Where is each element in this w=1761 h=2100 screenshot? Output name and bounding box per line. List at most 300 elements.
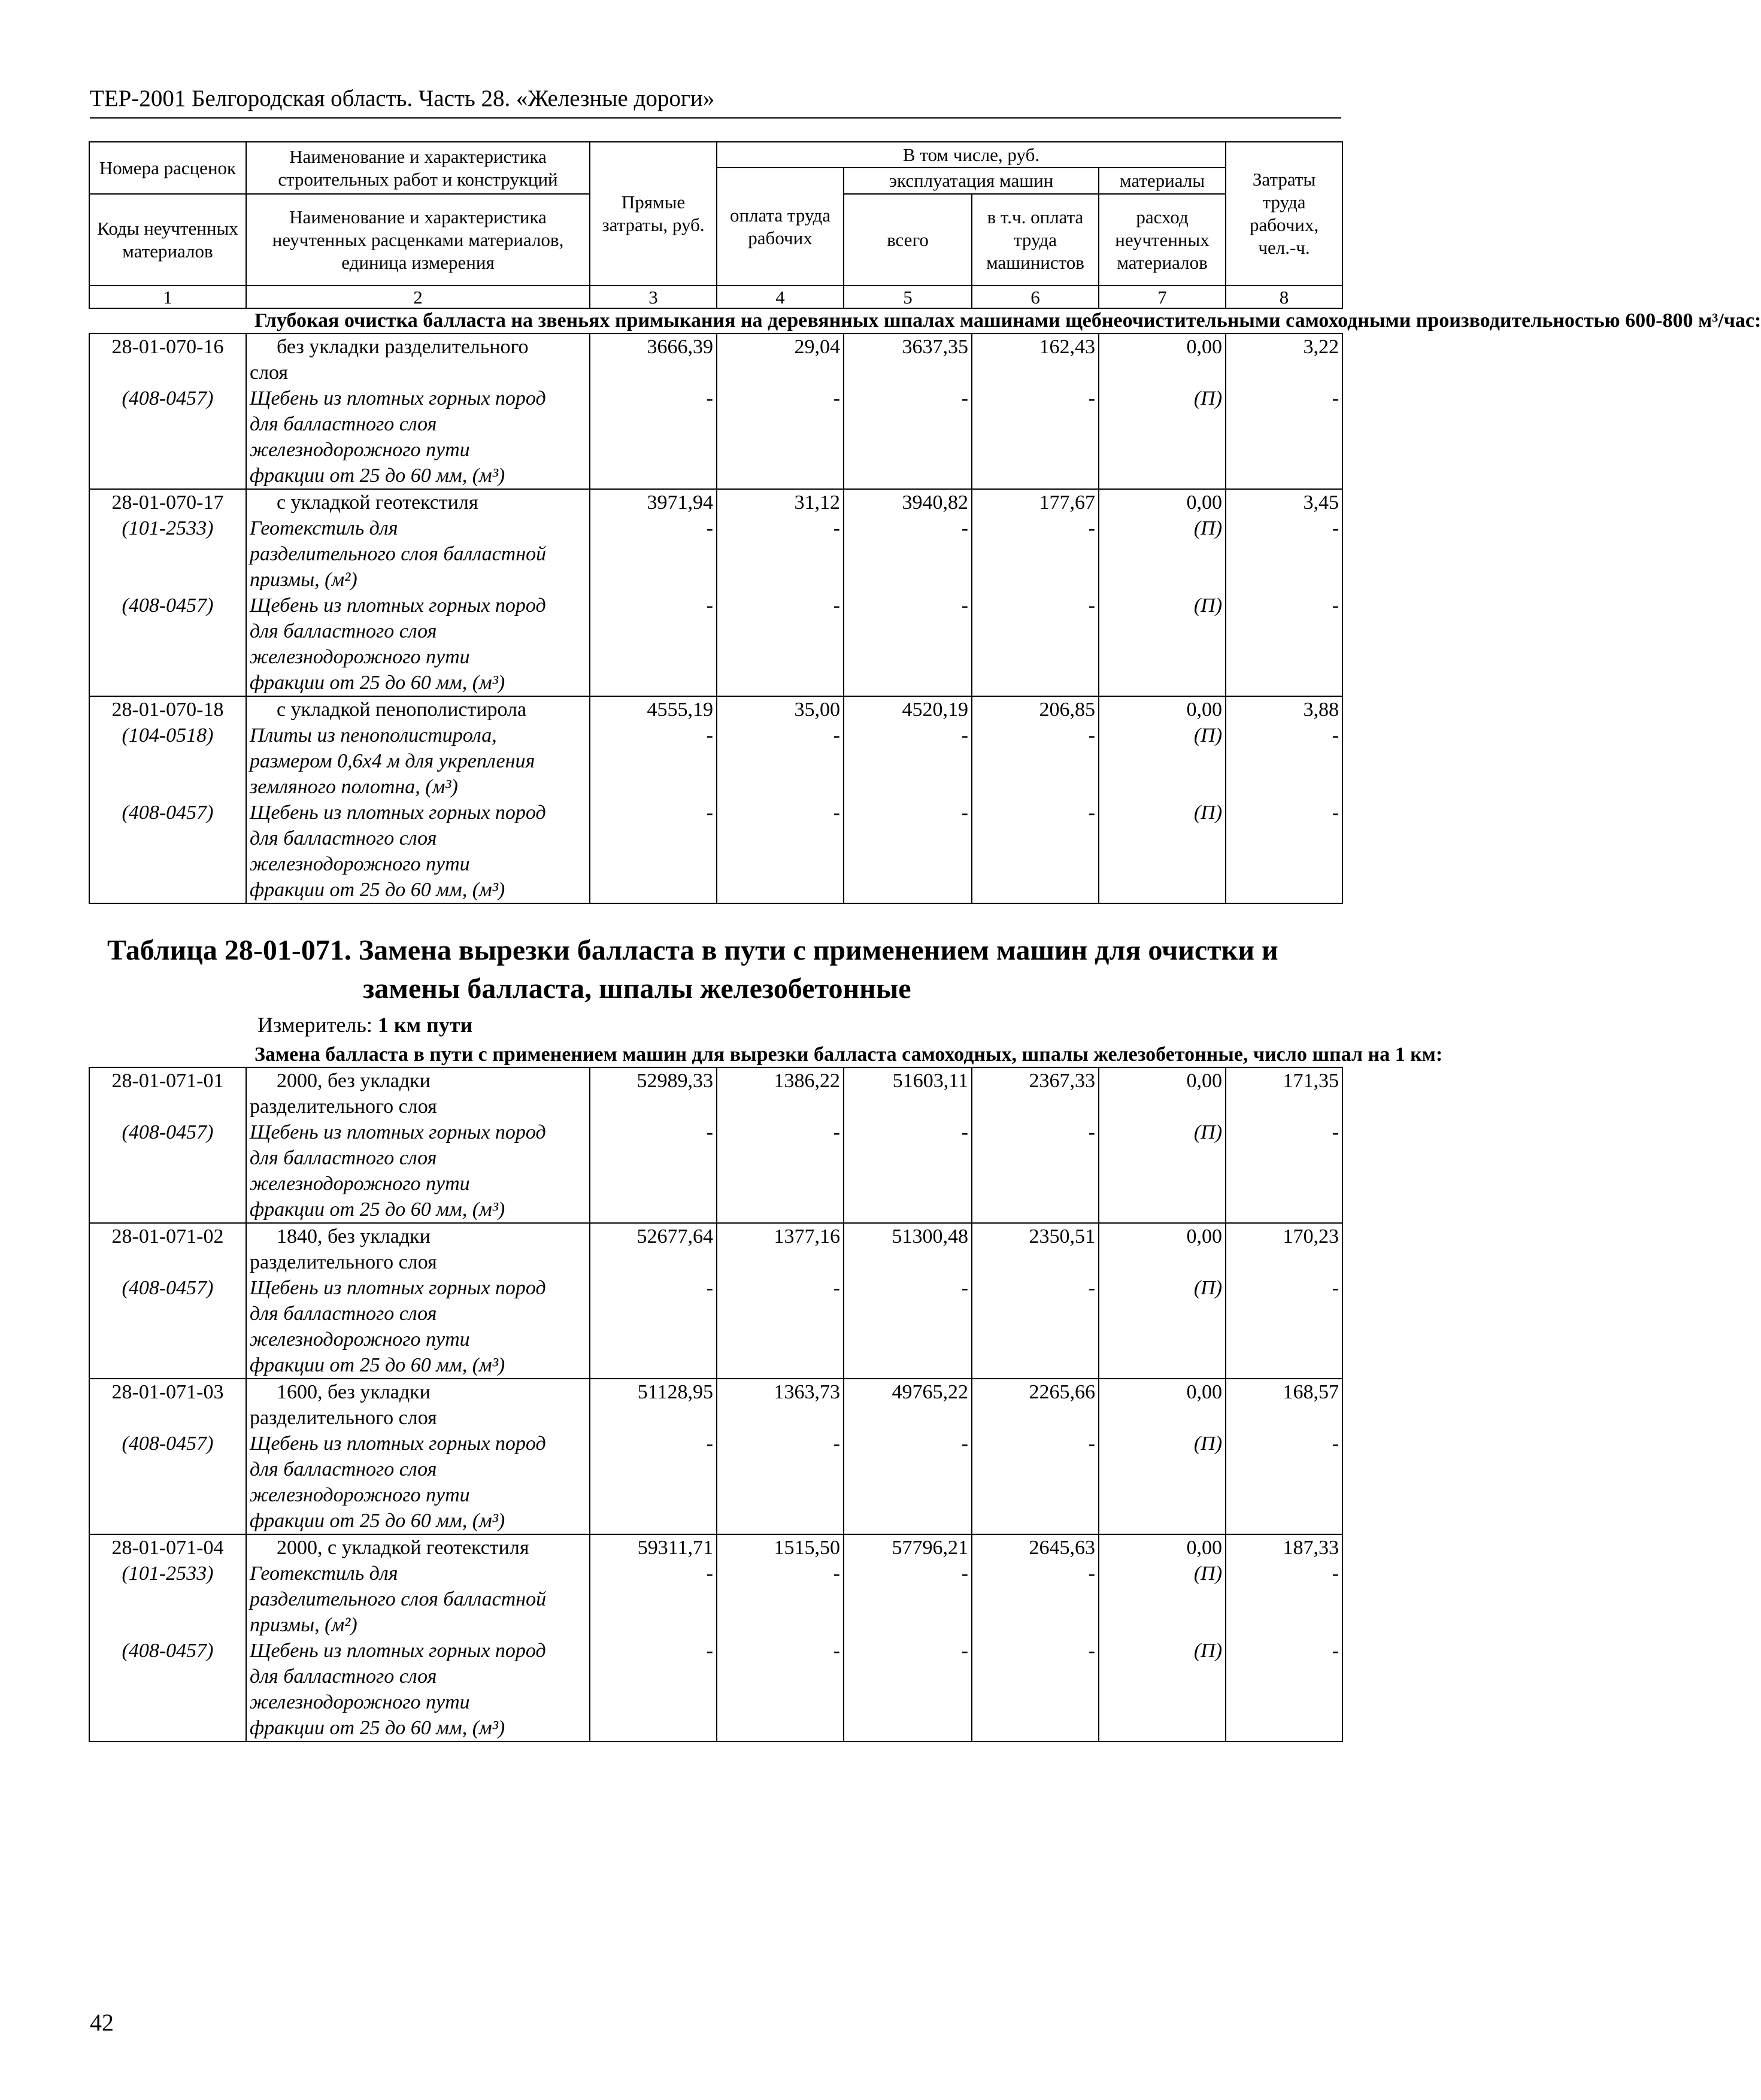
material-value [844, 1171, 972, 1197]
material-value [717, 1664, 844, 1689]
material-name: фракции от 25 до 60 мм, (м³) [246, 1352, 590, 1379]
material-value [717, 1327, 844, 1352]
material-value [590, 411, 717, 437]
material-name: железнодорожного пути [246, 851, 590, 877]
material-row-cont [89, 1456, 1342, 1482]
material-value: - [590, 723, 717, 748]
empty-cell [590, 360, 717, 386]
material-value: (П) [1099, 800, 1226, 826]
material-code [89, 748, 246, 774]
material-value [590, 1482, 717, 1508]
material-code: (408-0457) [89, 1431, 246, 1456]
labor-hours: 168,57 [1226, 1379, 1342, 1405]
empty-cell [844, 1094, 972, 1119]
material-value [972, 1171, 1099, 1197]
material-value [972, 774, 1099, 800]
material-value [844, 1508, 972, 1534]
material-name: Щебень из плотных горных пород [246, 1275, 590, 1301]
material-value [717, 1301, 844, 1327]
empty-cell [972, 360, 1099, 386]
material-value [1226, 1327, 1342, 1352]
empty-cell [590, 1249, 717, 1275]
material-value [717, 774, 844, 800]
material-value [1099, 1197, 1226, 1223]
material-value [1099, 411, 1226, 437]
measure-label: Измеритель: [257, 1013, 372, 1037]
material-value [1226, 618, 1342, 644]
material-value: - [844, 723, 972, 748]
material-value [844, 567, 972, 593]
material-code [89, 877, 246, 903]
machine-total: 51603,11 [844, 1067, 972, 1094]
material-row-cont [89, 1145, 1342, 1171]
material-name: Щебень из плотных горных пород [246, 1638, 590, 1664]
material-code [89, 1352, 246, 1379]
material-value [1226, 1482, 1342, 1508]
material-value [1099, 567, 1226, 593]
material-value: (П) [1099, 723, 1226, 748]
empty-cell [1226, 1094, 1342, 1119]
material-value: (П) [1099, 386, 1226, 411]
direct-costs: 3666,39 [590, 333, 717, 360]
material-row [89, 593, 1342, 618]
materials-value: 0,00 [1099, 1534, 1226, 1561]
table-header [89, 142, 1342, 308]
rate-name: разделительного слоя [246, 1249, 590, 1275]
material-value [590, 618, 717, 644]
material-value [972, 437, 1099, 463]
material-name: Щебень из плотных горных пород [246, 1431, 590, 1456]
material-code [89, 1482, 246, 1508]
measure-value: 1 км пути [377, 1013, 473, 1037]
material-code [89, 644, 246, 670]
material-code [89, 1197, 246, 1223]
material-value [590, 851, 717, 877]
material-value [1099, 463, 1226, 489]
material-name: Плиты из пенополистирола, [246, 723, 590, 748]
material-value [1099, 1327, 1226, 1352]
material-value: (П) [1099, 515, 1226, 541]
header-rate-numbers: Номера расценок [89, 142, 246, 194]
material-value [972, 670, 1099, 696]
header-work-name: Наименование и характеристика строительных работ и конструкций [246, 142, 590, 194]
section-title: Глубокая очистка балласта на звеньях примыкания на деревянных шпалах машинами щебнеочистительными самоходными производительностью 600-800 м³/час: [254, 309, 1761, 332]
header-including: В том числе, руб. [717, 142, 1226, 168]
material-value [590, 774, 717, 800]
material-value [1099, 1508, 1226, 1534]
material-value [1226, 437, 1342, 463]
material-value [1226, 826, 1342, 851]
material-value [590, 463, 717, 489]
material-code [89, 1145, 246, 1171]
material-code [89, 1171, 246, 1197]
header-labor-pay: оплата труда рабочих [717, 168, 844, 286]
material-value: - [717, 723, 844, 748]
labor-pay: 1386,22 [717, 1067, 844, 1094]
material-name: для балластного слоя [246, 1301, 590, 1327]
material-value [844, 1664, 972, 1689]
material-value [590, 1327, 717, 1352]
labor-pay: 31,12 [717, 489, 844, 515]
empty-cell [972, 1405, 1099, 1431]
material-value [844, 644, 972, 670]
section-1-body [89, 308, 1761, 903]
rate-row [89, 696, 1342, 723]
material-value [717, 1715, 844, 1741]
material-value [590, 541, 717, 567]
column-number: 6 [972, 286, 1099, 308]
machinist-pay: 2350,51 [972, 1223, 1099, 1249]
material-value: - [972, 1561, 1099, 1586]
material-code: (408-0457) [89, 1638, 246, 1664]
material-value: (П) [1099, 1275, 1226, 1301]
direct-costs: 3971,94 [590, 489, 717, 515]
material-value [717, 851, 844, 877]
empty-cell [717, 360, 844, 386]
material-value [590, 567, 717, 593]
material-value: - [590, 1561, 717, 1586]
materials-value: 0,00 [1099, 1379, 1226, 1405]
material-row-cont [89, 541, 1342, 567]
material-value [844, 1327, 972, 1352]
material-value [717, 541, 844, 567]
material-value: - [1226, 1638, 1342, 1664]
measure-unit [95, 1008, 1336, 1043]
rate-name: слоя [246, 360, 590, 386]
rate-code [89, 1094, 246, 1119]
header-unaccounted-materials: расход неучтенных материалов [1099, 194, 1226, 286]
material-row-cont [89, 1301, 1342, 1327]
column-number: 3 [590, 286, 717, 308]
material-value [590, 826, 717, 851]
material-code [89, 826, 246, 851]
material-value: (П) [1099, 593, 1226, 618]
material-value: - [844, 1431, 972, 1456]
material-value [717, 567, 844, 593]
material-value: - [717, 800, 844, 826]
material-value [1226, 748, 1342, 774]
labor-pay: 1363,73 [717, 1379, 844, 1405]
material-value [972, 1327, 1099, 1352]
material-value [844, 1482, 972, 1508]
material-value: - [972, 1431, 1099, 1456]
material-value [717, 1145, 844, 1171]
material-code [89, 618, 246, 644]
material-value [1226, 851, 1342, 877]
material-row [89, 386, 1342, 411]
material-name: фракции от 25 до 60 мм, (м³) [246, 670, 590, 696]
material-name: разделительного слоя балластной [246, 541, 590, 567]
material-value [972, 1456, 1099, 1482]
material-value [972, 1689, 1099, 1715]
material-row-cont [89, 618, 1342, 644]
material-value [1099, 644, 1226, 670]
material-value [972, 748, 1099, 774]
machine-total: 3637,35 [844, 333, 972, 360]
rate-code: 28-01-070-17 [89, 489, 246, 515]
machine-total: 51300,48 [844, 1223, 972, 1249]
material-value [972, 1508, 1099, 1534]
material-name: фракции от 25 до 60 мм, (м³) [246, 463, 590, 489]
material-name: для балластного слоя [246, 1145, 590, 1171]
direct-costs: 52989,33 [590, 1067, 717, 1094]
material-row-cont [89, 1689, 1342, 1715]
material-value [1226, 1689, 1342, 1715]
material-row-cont [89, 1197, 1342, 1223]
rate-name: 1600, без укладки [246, 1379, 590, 1405]
rate-code [89, 1249, 246, 1275]
rate-code: 28-01-071-02 [89, 1223, 246, 1249]
material-value [972, 851, 1099, 877]
materials-value: 0,00 [1099, 1067, 1226, 1094]
material-value [972, 1586, 1099, 1612]
material-name: железнодорожного пути [246, 1171, 590, 1197]
labor-pay: 29,04 [717, 333, 844, 360]
column-number: 7 [1099, 286, 1226, 308]
material-value: - [590, 1638, 717, 1664]
empty-cell [844, 1249, 972, 1275]
material-row [89, 1561, 1342, 1586]
material-value: - [717, 593, 844, 618]
material-value [1226, 1664, 1342, 1689]
material-code [89, 411, 246, 437]
material-row-cont [89, 851, 1342, 877]
rate-row [89, 333, 1342, 360]
material-code [89, 1612, 246, 1638]
column-number: 5 [844, 286, 972, 308]
material-value: - [972, 386, 1099, 411]
material-value [1226, 1456, 1342, 1482]
material-value [717, 644, 844, 670]
material-value [717, 1352, 844, 1379]
material-row-cont [89, 1715, 1342, 1741]
header-direct-costs: Прямые затраты, руб. [590, 142, 717, 286]
rate-name: с укладкой геотекстиля [246, 489, 590, 515]
material-name: размером 0,6х4 м для укрепления [246, 748, 590, 774]
empty-cell [590, 1405, 717, 1431]
materials-value: 0,00 [1099, 489, 1226, 515]
material-code [89, 670, 246, 696]
material-value: - [590, 593, 717, 618]
machine-total: 3940,82 [844, 489, 972, 515]
material-value [1099, 1586, 1226, 1612]
column-number: 4 [717, 286, 844, 308]
material-value [590, 1171, 717, 1197]
material-row-cont [89, 748, 1342, 774]
material-value: - [972, 1119, 1099, 1145]
materials-value: 0,00 [1099, 333, 1226, 360]
direct-costs: 51128,95 [590, 1379, 717, 1405]
material-value [844, 1689, 972, 1715]
empty-cell [1099, 1405, 1226, 1431]
material-value [844, 463, 972, 489]
material-value [1099, 1301, 1226, 1327]
material-value [717, 1689, 844, 1715]
material-value [1226, 1171, 1342, 1197]
material-value: (П) [1099, 1119, 1226, 1145]
material-value [972, 463, 1099, 489]
material-value: - [590, 515, 717, 541]
material-value: - [590, 1275, 717, 1301]
material-row-cont [89, 1508, 1342, 1534]
material-value [972, 1482, 1099, 1508]
material-value [590, 1145, 717, 1171]
material-value [590, 644, 717, 670]
header-machinist-pay: в т.ч. оплата труда машинистов [972, 194, 1099, 286]
material-row-cont [89, 1327, 1342, 1352]
header-machine-operation: эксплуатация машин [844, 168, 1099, 194]
machinist-pay: 177,67 [972, 489, 1099, 515]
material-code [89, 1689, 246, 1715]
material-value [1099, 1612, 1226, 1638]
material-value [1099, 541, 1226, 567]
material-value [717, 437, 844, 463]
material-value [844, 851, 972, 877]
empty-cell [972, 1094, 1099, 1119]
material-code [89, 1586, 246, 1612]
labor-hours: 3,22 [1226, 333, 1342, 360]
table-title-block [89, 903, 1342, 1043]
material-value [844, 748, 972, 774]
column-number: 2 [246, 286, 590, 308]
material-code: (101-2533) [89, 1561, 246, 1586]
header-labor-costs: Затраты труда рабочих, чел.-ч. [1226, 142, 1342, 286]
empty-cell [717, 1094, 844, 1119]
material-code: (408-0457) [89, 593, 246, 618]
material-value: - [844, 386, 972, 411]
empty-cell [844, 360, 972, 386]
material-value [972, 644, 1099, 670]
material-value: - [590, 386, 717, 411]
rate-row [89, 1534, 1342, 1561]
material-value [717, 1482, 844, 1508]
material-value [590, 877, 717, 903]
table-title: Таблица 28-01-071. Замена вырезки балласта в пути с применением машин для очистки и [107, 934, 1278, 966]
material-row-cont [89, 774, 1342, 800]
rate-code [89, 360, 246, 386]
material-value [972, 826, 1099, 851]
material-name: Геотекстиль для [246, 1561, 590, 1586]
labor-pay: 35,00 [717, 696, 844, 723]
material-code [89, 1508, 246, 1534]
material-value: - [1226, 1561, 1342, 1586]
material-value [972, 1612, 1099, 1638]
section-title: Замена балласта в пути с применением машин для вырезки балласта самоходных, шпалы железобетонные, число шпал на 1 км: [254, 1043, 1443, 1066]
material-value [590, 1664, 717, 1689]
column-number: 1 [89, 286, 246, 308]
material-name: земляного полотна, (м³) [246, 774, 590, 800]
material-row-cont [89, 1586, 1342, 1612]
labor-pay: 1515,50 [717, 1534, 844, 1561]
material-value [844, 1586, 972, 1612]
rate-name: разделительного слоя [246, 1094, 590, 1119]
material-value: - [972, 723, 1099, 748]
material-value: - [1226, 1275, 1342, 1301]
material-value [1099, 1171, 1226, 1197]
material-code [89, 463, 246, 489]
empty-cell [972, 1249, 1099, 1275]
material-code [89, 567, 246, 593]
material-value [717, 1171, 844, 1197]
material-row [89, 1638, 1342, 1664]
material-value [1226, 1715, 1342, 1741]
rate-name: с укладкой пенополистирола [246, 696, 590, 723]
table-title-continued: замены балласта, шпалы железобетонные [363, 973, 911, 1005]
material-row-cont [89, 437, 1342, 463]
material-value [590, 1197, 717, 1223]
material-value [1226, 567, 1342, 593]
material-value: - [590, 800, 717, 826]
rate-name: без укладки разделительного [246, 333, 590, 360]
material-code: (101-2533) [89, 515, 246, 541]
material-value [1099, 851, 1226, 877]
material-row-cont [89, 877, 1342, 903]
machine-total: 57796,21 [844, 1534, 972, 1561]
material-value: (П) [1099, 1638, 1226, 1664]
material-value [717, 1586, 844, 1612]
labor-hours: 3,45 [1226, 489, 1342, 515]
material-value [844, 1715, 972, 1741]
running-header: ТЕР-2001 Белгородская область. Часть 28. «Железные дороги» [90, 84, 1341, 119]
material-name: фракции от 25 до 60 мм, (м³) [246, 1715, 590, 1741]
material-value [717, 1612, 844, 1638]
material-code: (408-0457) [89, 1119, 246, 1145]
rate-code [89, 1405, 246, 1431]
material-value: - [844, 515, 972, 541]
material-value: - [717, 1431, 844, 1456]
material-name: призмы, (м²) [246, 1612, 590, 1638]
material-value [590, 670, 717, 696]
material-value [1226, 1197, 1342, 1223]
labor-pay: 1377,16 [717, 1223, 844, 1249]
rate-code: 28-01-071-04 [89, 1534, 246, 1561]
direct-costs: 59311,71 [590, 1534, 717, 1561]
material-value: - [844, 1119, 972, 1145]
materials-value: 0,00 [1099, 696, 1226, 723]
material-value [844, 1145, 972, 1171]
material-value [1099, 748, 1226, 774]
labor-hours: 187,33 [1226, 1534, 1342, 1561]
empty-cell [1226, 360, 1342, 386]
material-row [89, 515, 1342, 541]
machinist-pay: 162,43 [972, 333, 1099, 360]
rate-row [89, 1379, 1342, 1405]
material-value [590, 1352, 717, 1379]
header-material-names: Наименование и характеристика неучтенных расценками материалов, единица измерения [246, 194, 590, 286]
material-value: - [717, 1638, 844, 1664]
material-value: - [717, 1275, 844, 1301]
material-value [844, 618, 972, 644]
material-name: фракции от 25 до 60 мм, (м³) [246, 1197, 590, 1223]
material-code [89, 774, 246, 800]
material-value: (П) [1099, 1561, 1226, 1586]
material-row-cont [89, 644, 1342, 670]
material-value [717, 670, 844, 696]
material-name: железнодорожного пути [246, 1327, 590, 1352]
material-row-cont [89, 1352, 1342, 1379]
material-row-cont [89, 670, 1342, 696]
machine-total: 49765,22 [844, 1379, 972, 1405]
material-value [590, 1301, 717, 1327]
material-value [1099, 1352, 1226, 1379]
table-title-cell [89, 903, 1342, 1043]
rate-row-cont [89, 1094, 1342, 1119]
material-name: железнодорожного пути [246, 1482, 590, 1508]
material-value: - [972, 593, 1099, 618]
material-value: - [972, 515, 1099, 541]
material-value [972, 618, 1099, 644]
material-value [1226, 877, 1342, 903]
